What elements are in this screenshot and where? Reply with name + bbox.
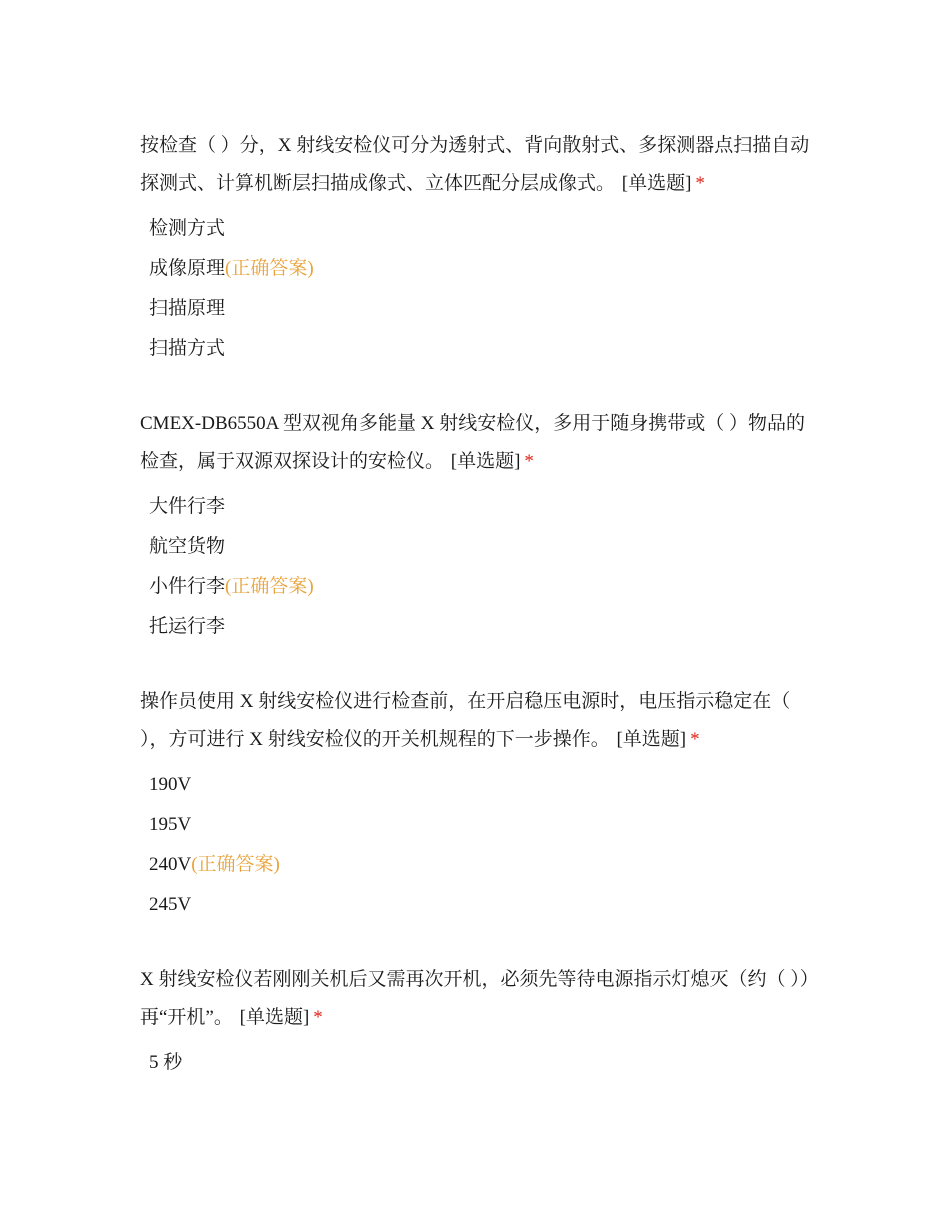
required-mark: *: [313, 1007, 323, 1028]
option-label: 航空货物: [149, 536, 226, 557]
option-item[interactable]: [140, 567, 820, 607]
option-list: [140, 209, 820, 369]
required-mark: *: [695, 173, 705, 194]
question-stem: X 射线安检仪若刚刚关机后又需再次开机，必须先等待电源指示灯熄灭（约（ ））再“开机”。: [140, 969, 819, 1028]
correct-answer-tag: (正确答案): [191, 854, 280, 875]
option-item[interactable]: [140, 249, 820, 289]
option-item[interactable]: [140, 1043, 820, 1083]
required-mark: *: [524, 451, 534, 472]
option-label: 大件行李: [149, 496, 226, 517]
question-text: [140, 405, 820, 481]
option-list: [140, 765, 820, 925]
option-item[interactable]: [140, 527, 820, 567]
option-item[interactable]: [140, 845, 820, 885]
option-label: 成像原理: [149, 258, 226, 279]
option-label: 240V: [149, 854, 192, 875]
question-stem: 按检查（ ）分，X 射线安检仪可分为透射式、背向散射式、多探测器点扫描自动探测式、计算机断层扫描成像式、立体匹配分层成像式。: [140, 135, 810, 194]
option-label: 5 秒: [149, 1052, 183, 1073]
option-item[interactable]: [140, 765, 820, 805]
question-stem: CMEX-DB6550A 型双视角多能量 X 射线安检仪，多用于随身携带或（ ）物品的检查，属于双源双探设计的安检仪。: [140, 413, 806, 472]
question-block: [140, 405, 820, 647]
question-text: [140, 961, 820, 1037]
correct-answer-tag: (正确答案): [225, 258, 314, 279]
option-label: 190V: [149, 774, 192, 795]
required-mark: *: [690, 729, 700, 750]
option-label: 195V: [149, 814, 192, 835]
correct-answer-tag: (正确答案): [225, 576, 314, 597]
option-label: 托运行李: [149, 616, 226, 637]
question-block: [140, 961, 820, 1083]
question-type-label: [单选题]: [621, 173, 692, 194]
option-label: 小件行李: [149, 576, 226, 597]
question-block: [140, 127, 820, 369]
question-type-label: [单选题]: [616, 729, 687, 750]
question-text: [140, 127, 820, 203]
option-list: [140, 487, 820, 647]
option-item[interactable]: [140, 607, 820, 647]
question-block: [140, 683, 820, 925]
option-item[interactable]: [140, 885, 820, 925]
option-item[interactable]: [140, 487, 820, 527]
option-item[interactable]: [140, 805, 820, 845]
option-label: 245V: [149, 894, 192, 915]
option-item[interactable]: [140, 209, 820, 249]
option-list: [140, 1043, 820, 1083]
question-list: [140, 127, 820, 1119]
question-type-label: [单选题]: [450, 451, 521, 472]
question-stem: 操作员使用 X 射线安检仪进行检查前，在开启稳压电源时，电压指示稳定在（ ），方可进行 X 射线安检仪的开关机规程的下一步操作。: [140, 691, 791, 750]
option-label: 扫描原理: [149, 298, 226, 319]
option-label: 扫描方式: [149, 338, 226, 359]
option-item[interactable]: [140, 329, 820, 369]
option-item[interactable]: [140, 289, 820, 329]
question-type-label: [单选题]: [239, 1007, 310, 1028]
question-text: [140, 683, 820, 759]
option-label: 检测方式: [149, 218, 226, 239]
